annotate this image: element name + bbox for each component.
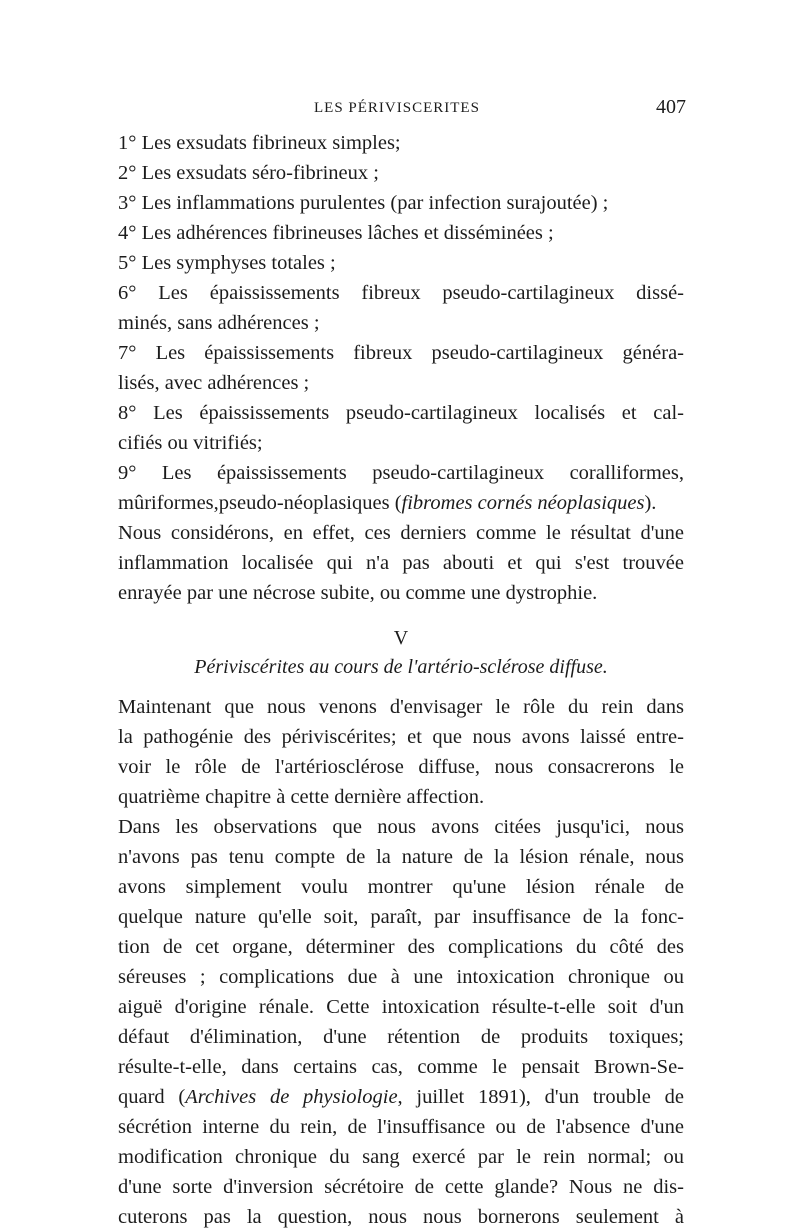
text-run: mûriformes,pseudo-néoplasiques ( xyxy=(118,492,402,514)
text-line: d'une sorte d'inversion sécrétoire de cette glande? Nous ne dis- xyxy=(118,1176,684,1198)
text-line: voir le rôle de l'artériosclérose diffuse, nous consacrerons le xyxy=(118,756,684,778)
italic-run: fibromes cornés néoplasiques xyxy=(401,492,645,514)
list-line: 9° Les épaississements pseudo-cartilagineux coralliformes, xyxy=(118,462,684,484)
section-number: V xyxy=(393,627,409,649)
enumerated-list xyxy=(118,128,684,518)
list-line: 4° Les adhérences fibrineuses lâches et disséminées ; xyxy=(118,222,554,244)
text-line: Dans les observations que nous avons citées jusqu'ici, nous xyxy=(118,816,684,838)
list-line: 1° Les exsudats fibrineux simples; xyxy=(118,132,401,154)
conclusion-paragraph xyxy=(118,518,684,608)
page-number: 407 xyxy=(656,96,686,118)
text-line: résulte-t-elle, dans certains cas, comme le pensait Brown-Se- xyxy=(118,1056,684,1078)
list-line: lisés, avec adhérences ; xyxy=(118,372,310,394)
text-line: inflammation localisée qui n'a pas abouti et qui s'est trouvée xyxy=(118,552,684,574)
text-line: défaut d'élimination, d'une rétention de produits toxiques; xyxy=(118,1026,684,1048)
book-page xyxy=(118,96,684,1232)
text-line: cuterons pas la question, nous nous bornerons seulement à xyxy=(118,1206,684,1228)
text-run: ). xyxy=(644,492,657,514)
italic-run: Archives de physiologie xyxy=(185,1086,398,1108)
text-line: n'avons pas tenu compte de la nature de la lésion rénale, nous xyxy=(118,846,684,868)
text-line: aiguë d'origine rénale. Cette intoxication résulte-t-elle soit d'un xyxy=(118,996,684,1018)
text-line: Nous considérons, en effet, ces derniers comme le résultat d'une xyxy=(118,522,684,544)
list-line: 5° Les symphyses totales ; xyxy=(118,252,336,274)
text-line: séreuses ; complications due à une intoxication chronique ou xyxy=(118,966,684,988)
text-line: tion de cet organe, déterminer des complications du côté des xyxy=(118,936,684,958)
list-line: 3° Les inflammations purulentes (par infection surajoutée) ; xyxy=(118,192,609,214)
text-line: avons simplement voulu montrer qu'une lésion rénale de xyxy=(118,876,684,898)
list-line: 6° Les épaississements fibreux pseudo-cartilagineux dissé- xyxy=(118,282,684,304)
text-line: modification chronique du sang exercé par le rein normal; ou xyxy=(118,1146,684,1168)
text-run: quard ( xyxy=(118,1086,186,1108)
list-line: cifiés ou vitrifiés; xyxy=(118,432,263,454)
running-title: LES PÉRIVISCERITES xyxy=(314,100,480,116)
paragraph xyxy=(118,812,684,1232)
text-line: enrayée par une nécrose subite, ou comme une dystrophie. xyxy=(118,582,598,604)
list-line: minés, sans adhérences ; xyxy=(118,312,320,334)
text-line: sécrétion interne du rein, de l'insuffisance ou de l'absence d'une xyxy=(118,1116,684,1138)
list-line: 2° Les exsudats séro-fibrineux ; xyxy=(118,162,379,184)
paragraph xyxy=(118,692,684,812)
text-line: quelque nature qu'elle soit, paraît, par insuffisance de la fonc- xyxy=(118,906,684,928)
text-line: la pathogénie des périviscérites; et que nous avons laissé entre- xyxy=(118,726,684,748)
text-run: , juillet 1891), d'un trouble de xyxy=(397,1086,684,1108)
list-line: 7° Les épaississements fibreux pseudo-cartilagineux généra- xyxy=(118,342,684,364)
running-head xyxy=(118,96,684,128)
text-line: Maintenant que nous venons d'envisager le rôle du rein dans xyxy=(118,696,684,718)
list-line-italic-note xyxy=(118,488,684,518)
section-title: Périviscérites au cours de l'artério-sclérose diffuse. xyxy=(194,656,608,678)
text-line-citation xyxy=(118,1082,684,1112)
text-line: quatrième chapitre à cette dernière affection. xyxy=(118,786,485,808)
list-line: 8° Les épaississements pseudo-cartilagineux localisés et cal- xyxy=(118,402,684,424)
